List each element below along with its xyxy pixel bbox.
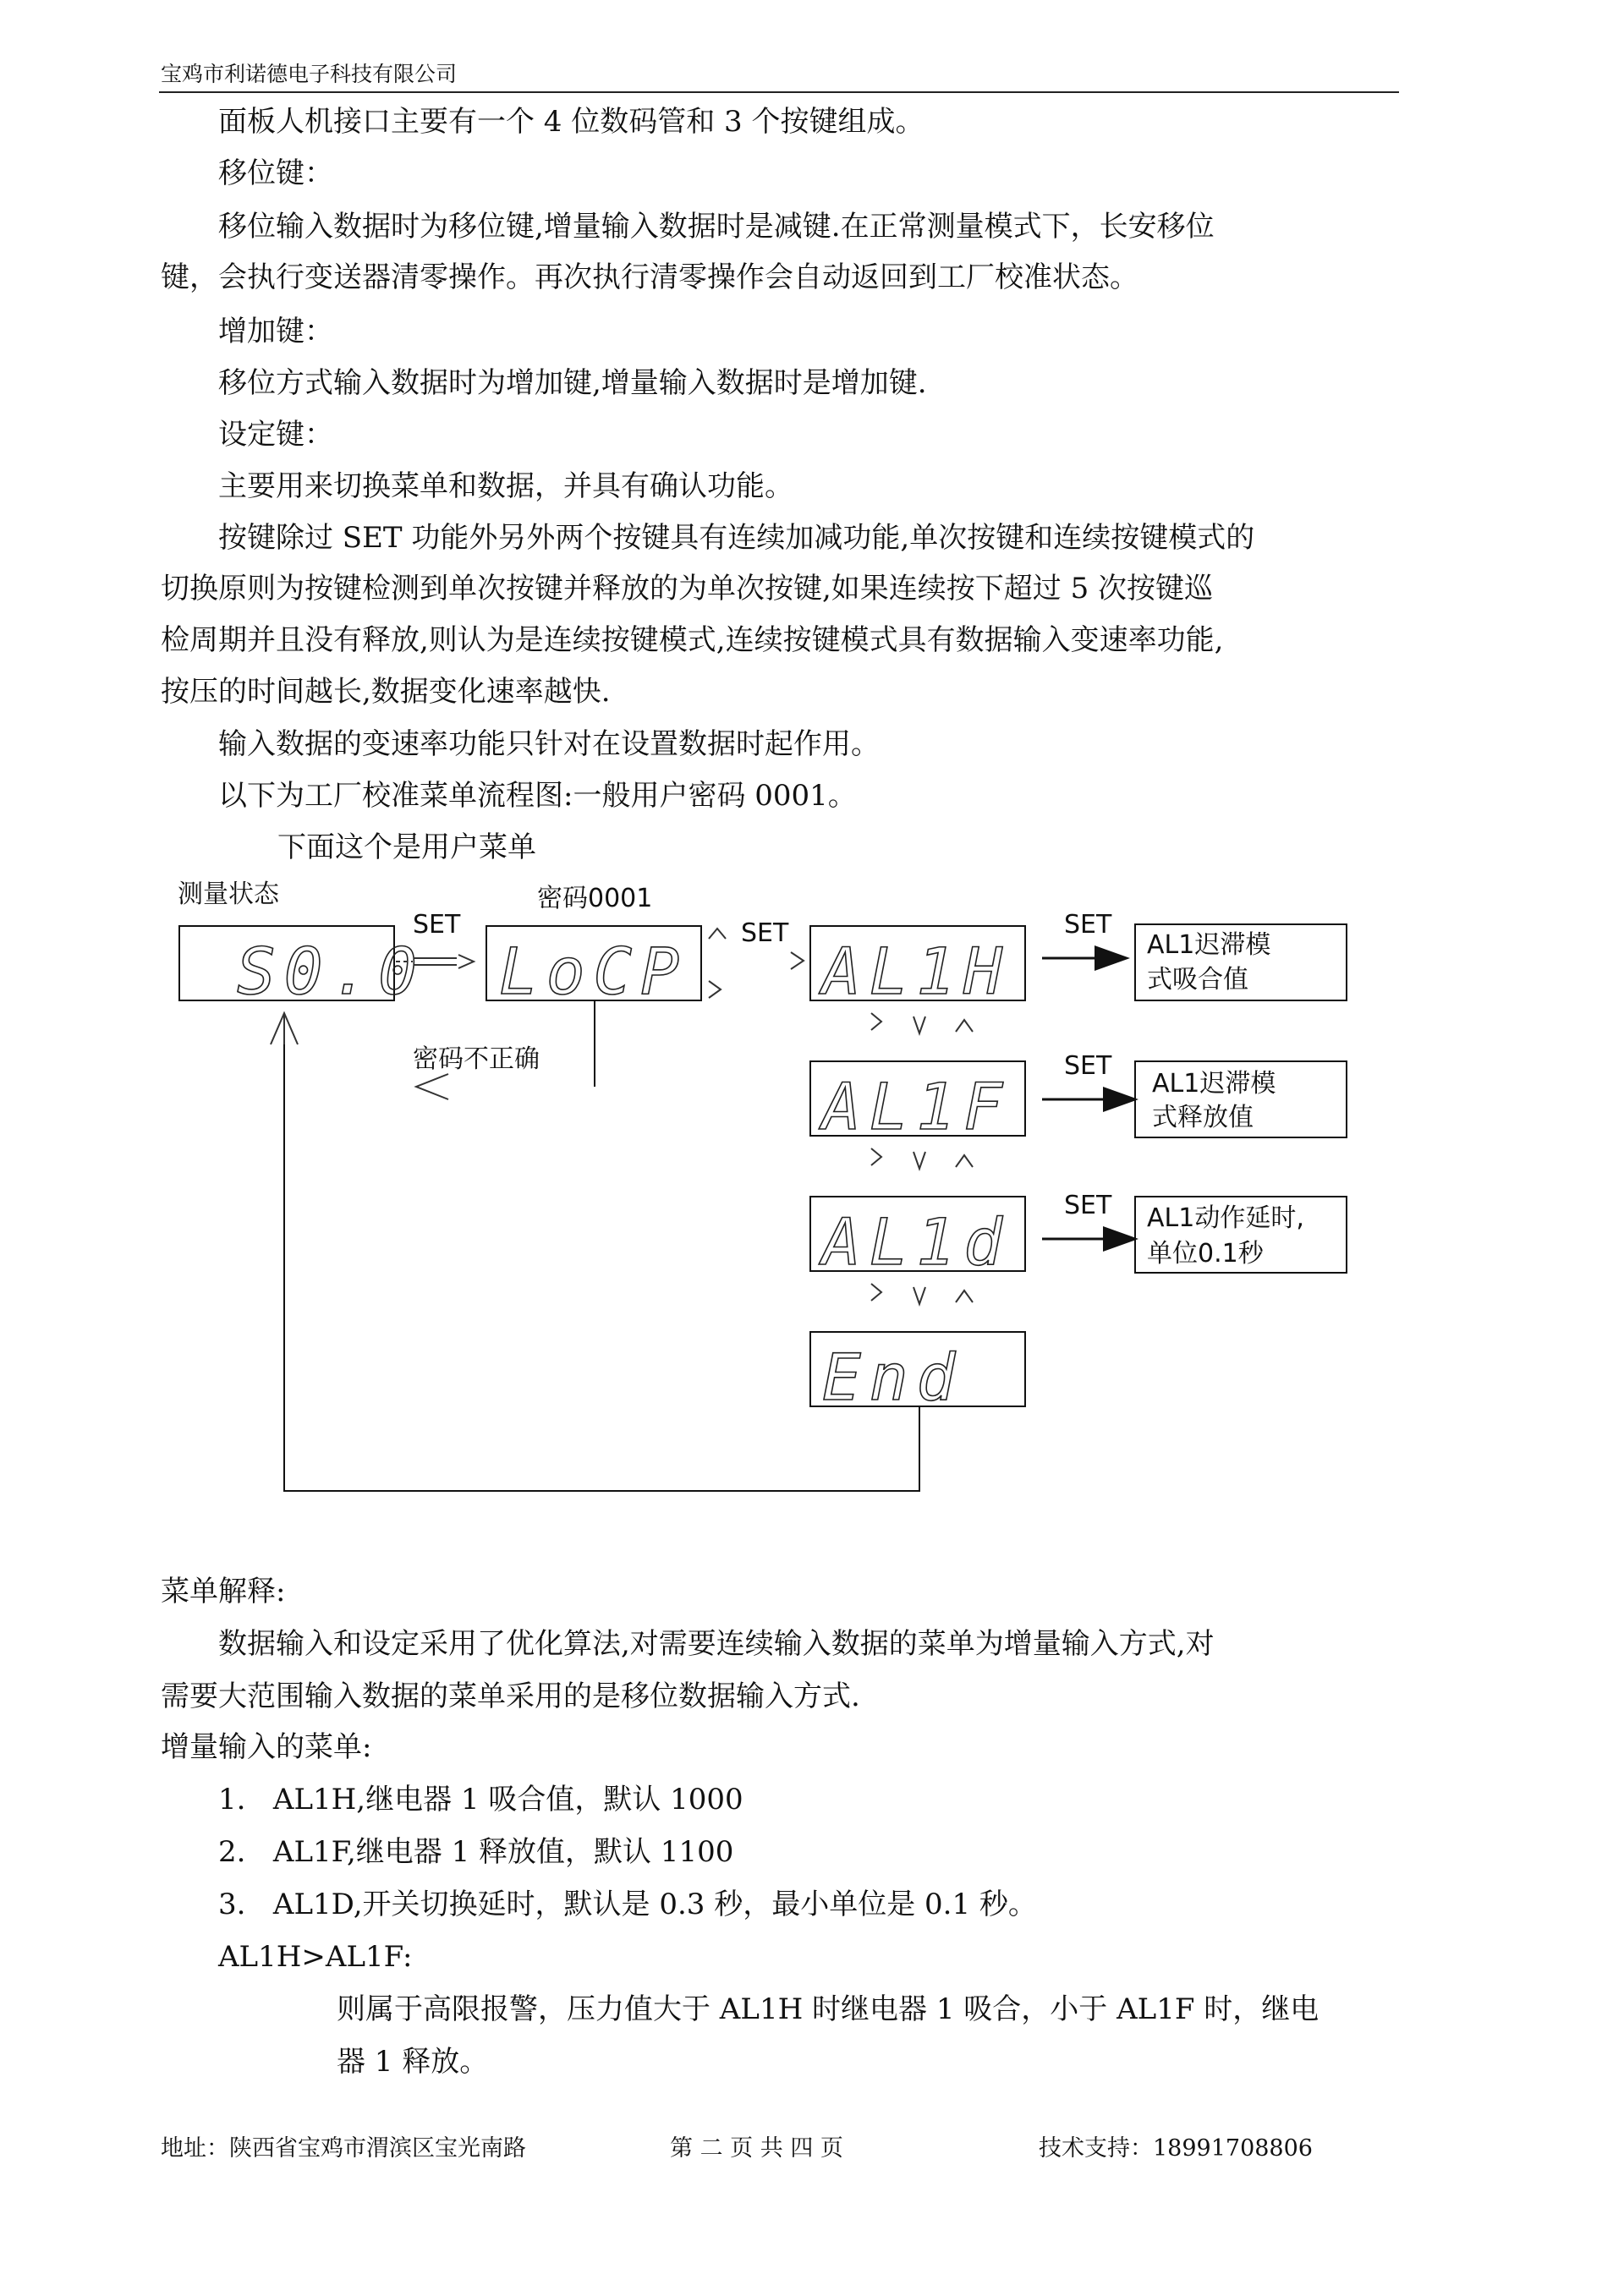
display-al1h-text: AL1H	[822, 934, 1012, 1009]
condition-title: AL1H>AL1F:	[218, 1940, 413, 1974]
display-password-text: LoCP	[499, 934, 689, 1009]
set-label-2: SET	[741, 918, 789, 948]
flow-line-1: 以下为工厂校准菜单流程图:一般用户密码 0001。	[218, 779, 857, 813]
inc-key-line-1: 移位方式输入数据时为增加键,增量输入数据时是增加键.	[218, 366, 927, 400]
shift-key-hint	[709, 981, 721, 998]
desc-al1f-line-1: AL1迟滞模	[1152, 1069, 1276, 1099]
wrong-password-arrow	[416, 1074, 448, 1099]
footer-page-number: 第 二 页 共 四 页	[670, 2135, 843, 2162]
condition-line-2: 器 1 释放。	[337, 2045, 489, 2079]
inc-key-title: 增加键：	[218, 315, 333, 348]
footer-address: 地址：陕西省宝鸡市渭滨区宝光南路	[161, 2135, 526, 2162]
menu-explain-line-2: 需要大范围输入数据的菜单采用的是移位数据输入方式.	[161, 1680, 860, 1713]
list-item-text: AL1H,继电器 1 吸合值，默认 1000	[272, 1783, 743, 1817]
list-item-number: 3.	[218, 1888, 246, 1921]
menu-explain-line-1: 数据输入和设定采用了优化算法,对需要连续输入数据的菜单为增量输入方式,对	[218, 1627, 1215, 1661]
inc-menu-title: 增量输入的菜单:	[161, 1730, 372, 1764]
set-key-title: 设定键：	[218, 418, 333, 452]
header-rule	[159, 91, 1399, 93]
set-label-1: SET	[413, 910, 461, 940]
footer-support: 技术支持：18991708806	[1039, 2135, 1313, 2162]
measure-state-label: 测量状态	[178, 879, 279, 909]
list-item	[218, 1783, 743, 1817]
nav-hints-2	[871, 1148, 973, 1169]
flow-line-2: 下面这个是用户菜单	[277, 830, 536, 864]
keys-line-3: 检周期并且没有释放,则认为是连续按键模式,连续按键模式具有数据输入变速率功能,	[161, 623, 1224, 657]
set-label-3: SET	[1064, 910, 1112, 940]
nav-hints-3	[871, 1284, 973, 1304]
rate-line-1: 输入数据的变速率功能只针对在设置数据时起作用。	[218, 727, 880, 761]
set-label-4: SET	[1064, 1051, 1112, 1081]
desc-al1h-line-1: AL1迟滞模	[1147, 930, 1271, 960]
desc-al1d-line-2: 单位0.1秒	[1147, 1239, 1264, 1269]
password-label: 密码0001	[537, 884, 653, 913]
display-end-text: End	[822, 1340, 964, 1415]
shift-key-line-1: 移位输入数据时为移位键,增量输入数据时是减键.在正常测量模式下，长安移位	[218, 210, 1215, 244]
user-menu-flowchart	[0, 871, 1624, 1514]
nav-hints-1	[871, 1013, 973, 1033]
desc-al1h-line-2: 式吸合值	[1147, 965, 1248, 995]
set-key-line-1: 主要用来切换菜单和数据，并具有确认功能。	[218, 469, 793, 503]
list-item-number: 2.	[218, 1835, 246, 1869]
set-arrow-1-head	[458, 955, 474, 968]
list-item	[218, 1888, 1037, 1921]
keys-line-1: 按键除过 SET 功能外另外两个按键具有连续加减功能,单次按键和连续按键模式的	[218, 521, 1255, 555]
keys-line-4: 按压的时间越长,数据变化速率越快.	[161, 675, 611, 709]
keys-line-2: 切换原则为按键检测到单次按键并释放的为单次按键,如果连续按下超过 5 次按键巡	[161, 572, 1214, 606]
list-item-number: 1.	[218, 1783, 246, 1817]
company-header: 宝鸡市利诺德电子科技有限公司	[161, 62, 458, 86]
list-item-text: AL1D,开关切换延时，默认是 0.3 秒，最小单位是 0.1 秒。	[272, 1888, 1037, 1921]
condition-line-1: 则属于高限报警，压力值大于 AL1H 时继电器 1 吸合，小于 AL1F 时，继电	[337, 1992, 1320, 2026]
intro-paragraph: 面板人机接口主要有一个 4 位数码管和 3 个按键组成。	[218, 105, 924, 139]
list-item-text: AL1F,继电器 1 释放值，默认 1100	[272, 1835, 734, 1869]
display-measure-text: S0.0	[237, 934, 426, 1009]
menu-explain-title: 菜单解释:	[161, 1575, 286, 1608]
desc-al1d-line-1: AL1动作延时,	[1147, 1203, 1304, 1233]
shift-key-line-2: 键，会执行变送器清零操作。再次执行清零操作会自动返回到工厂校准状态。	[161, 260, 1138, 294]
shift-key-title: 移位键：	[218, 156, 333, 190]
display-al1f-text: AL1F	[822, 1069, 1012, 1144]
up-key-hint	[709, 929, 726, 939]
set-label-5: SET	[1064, 1191, 1112, 1220]
list-item	[218, 1835, 733, 1869]
desc-al1f-line-2: 式释放值	[1152, 1103, 1254, 1132]
wrong-password-label: 密码不正确	[413, 1044, 540, 1074]
display-al1d-text: AL1d	[822, 1204, 1012, 1280]
set-arrow-2-head	[791, 952, 804, 969]
